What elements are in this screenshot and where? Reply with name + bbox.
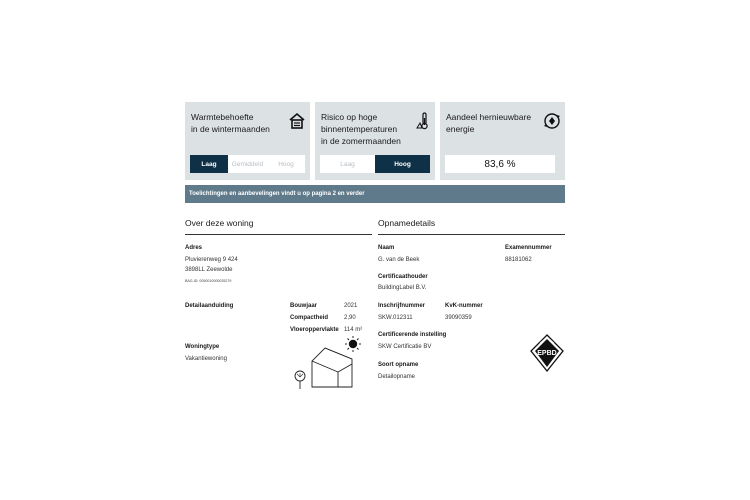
soort-label: Soort opname: [378, 362, 419, 368]
houder-label: Certificaathouder: [378, 274, 428, 280]
option-laag: Laag: [340, 160, 355, 168]
section-divider: [378, 234, 565, 235]
card-title: Warmtebehoefte in de wintermaanden: [191, 112, 270, 134]
instelling-value: SKW Certificatie BV: [378, 344, 432, 350]
detail-label: Detailaanduiding: [185, 303, 234, 309]
compactheid-value: 2,90: [344, 315, 356, 321]
option-hoog: Hoog: [375, 155, 430, 173]
epbd-logo: [530, 334, 564, 372]
epbd-logo-text: EPBD: [537, 350, 557, 357]
kvk-value: 39090359: [445, 315, 472, 321]
woningtype-value: Vakantiewoning: [185, 356, 227, 362]
compactheid-label: Compactheid: [290, 315, 329, 321]
section-title-woning: Over deze woning: [185, 218, 254, 228]
kvk-label: KvK-nummer: [445, 303, 483, 309]
overheating-scale: [320, 155, 430, 173]
option-laag: Laag: [190, 155, 228, 173]
instelling-label: Certificerende instelling: [378, 332, 447, 338]
address-line2: 3898LL Zeewolde: [185, 267, 233, 273]
card-renewable-share: [440, 102, 565, 180]
woningtype-label: Woningtype: [185, 344, 220, 350]
bouwjaar-label: Bouwjaar: [290, 303, 318, 309]
card-overheating-risk: [315, 102, 435, 180]
address-line1: Pluvierenweg 9 424: [185, 257, 238, 263]
heat-demand-scale: [190, 155, 305, 173]
soort-value: Detailopname: [378, 374, 416, 380]
inschrijf-value: SKW.012311: [378, 315, 413, 321]
card-title: Aandeel hernieuwbare energie: [446, 112, 532, 134]
naam-value: G. van de Beek: [378, 257, 420, 263]
address-label: Adres: [185, 245, 203, 251]
section-divider: [185, 234, 372, 235]
naam-label: Naam: [378, 245, 395, 251]
option-gemiddeld: Gemiddeld: [231, 160, 264, 168]
section-title-opname: Opnamedetails: [378, 218, 436, 228]
house-icon: [288, 112, 306, 130]
card-heat-demand: [185, 102, 310, 180]
vloer-value: 114 m²: [344, 327, 363, 333]
info-banner: Toelichtingen en aanbevelingen vindt u op pagina 2 en verder: [185, 185, 565, 203]
option-hoog: Hoog: [278, 160, 294, 168]
renewable-value: 83,6 %: [445, 155, 555, 173]
examen-value: 88181062: [505, 257, 532, 263]
thermometer-icon: [415, 112, 433, 130]
renewable-icon: [543, 112, 561, 130]
house-illustration: [292, 335, 367, 391]
card-title: Risico op hoge binnentemperaturen in de zomermaanden: [321, 112, 401, 146]
examen-label: Examennummer: [505, 245, 552, 251]
vloer-label: Vloeroppervlakte: [290, 327, 339, 333]
bouwjaar-value: 2021: [344, 303, 358, 309]
inschrijf-label: Inschrijfnummer: [378, 303, 426, 309]
bag-id: BAG-ID: 0050010000035279: [185, 279, 232, 283]
houder-value: BuildingLabel B.V.: [378, 285, 427, 291]
